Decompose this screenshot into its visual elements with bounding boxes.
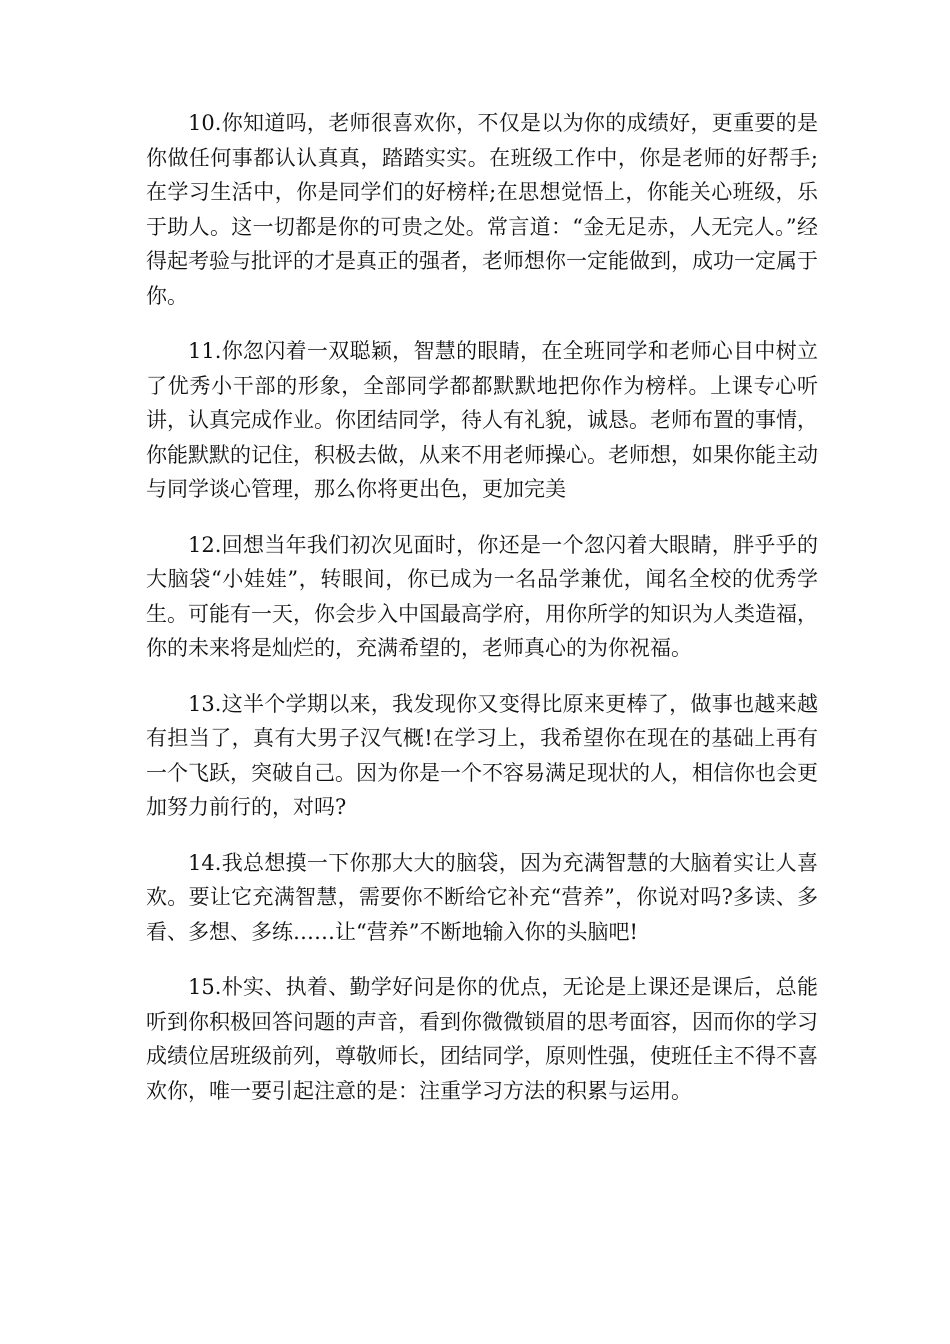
- paragraph-13: 13.这半个学期以来，我发现你又变得比原来更棒了，做事也越来越有担当了，真有大男子汉气概!在学习上，我希望你在现在的基础上再有一个飞跃，突破自己。因为你是一个不容易满足现状的人，相信你也会更加努力前行的，对吗?: [146, 691, 818, 819]
- document-page: [146, 106, 818, 1129]
- paragraph-10: 10.你知道吗，老师很喜欢你，不仅是以为你的成绩好，更重要的是你做任何事都认认真真，踏踏实实。在班级工作中，你是老师的好帮手;在学习生活中，你是同学们的好榜样;在思想觉悟上，你能关心班级，乐于助人。这一切都是你的可贵之处。常言道：“金无足赤，人无完人。”经得起考验与批评的才是真正的强者，老师想你一定能做到，成功一定属于你。: [146, 111, 818, 308]
- paragraph-14: 14.我总想摸一下你那大大的脑袋，因为充满智慧的大脑着实让人喜欢。要让它充满智慧，需要你不断给它补充“营养”，你说对吗?多读、多看、多想、多练……让“营养”不断地输入你的头脑吧!: [146, 850, 818, 944]
- paragraph-15: 15.朴实、执着、勤学好问是你的优点，无论是上课还是课后，总能听到你积极回答问题的声音，看到你微微锁眉的思考面容，因而你的学习成绩位居班级前列，尊敬师长，团结同学，原则性强，使班任主不得不喜欢你，唯一要引起注意的是：注重学习方法的积累与运用。: [146, 975, 818, 1103]
- paragraph-11: 11.你忽闪着一双聪颖，智慧的眼睛，在全班同学和老师心目中树立了优秀小干部的形象，全部同学都都默默地把你作为榜样。上课专心听讲，认真完成作业。你团结同学，待人有礼貌，诚恳。老师布置的事情，你能默默的记住，积极去做，从来不用老师操心。老师想，如果你能主动与同学谈心管理，那么你将更出色，更加完美: [146, 339, 818, 501]
- paragraph-12: 12.回想当年我们初次见面时，你还是一个忽闪着大眼睛，胖乎乎的大脑袋“小娃娃”，转眼间，你已成为一名品学兼优，闻名全校的优秀学生。可能有一天，你会步入中国最高学府，用你所学的知识为人类造福，你的未来将是灿烂的，充满希望的，老师真心的为你祝福。: [146, 532, 818, 660]
